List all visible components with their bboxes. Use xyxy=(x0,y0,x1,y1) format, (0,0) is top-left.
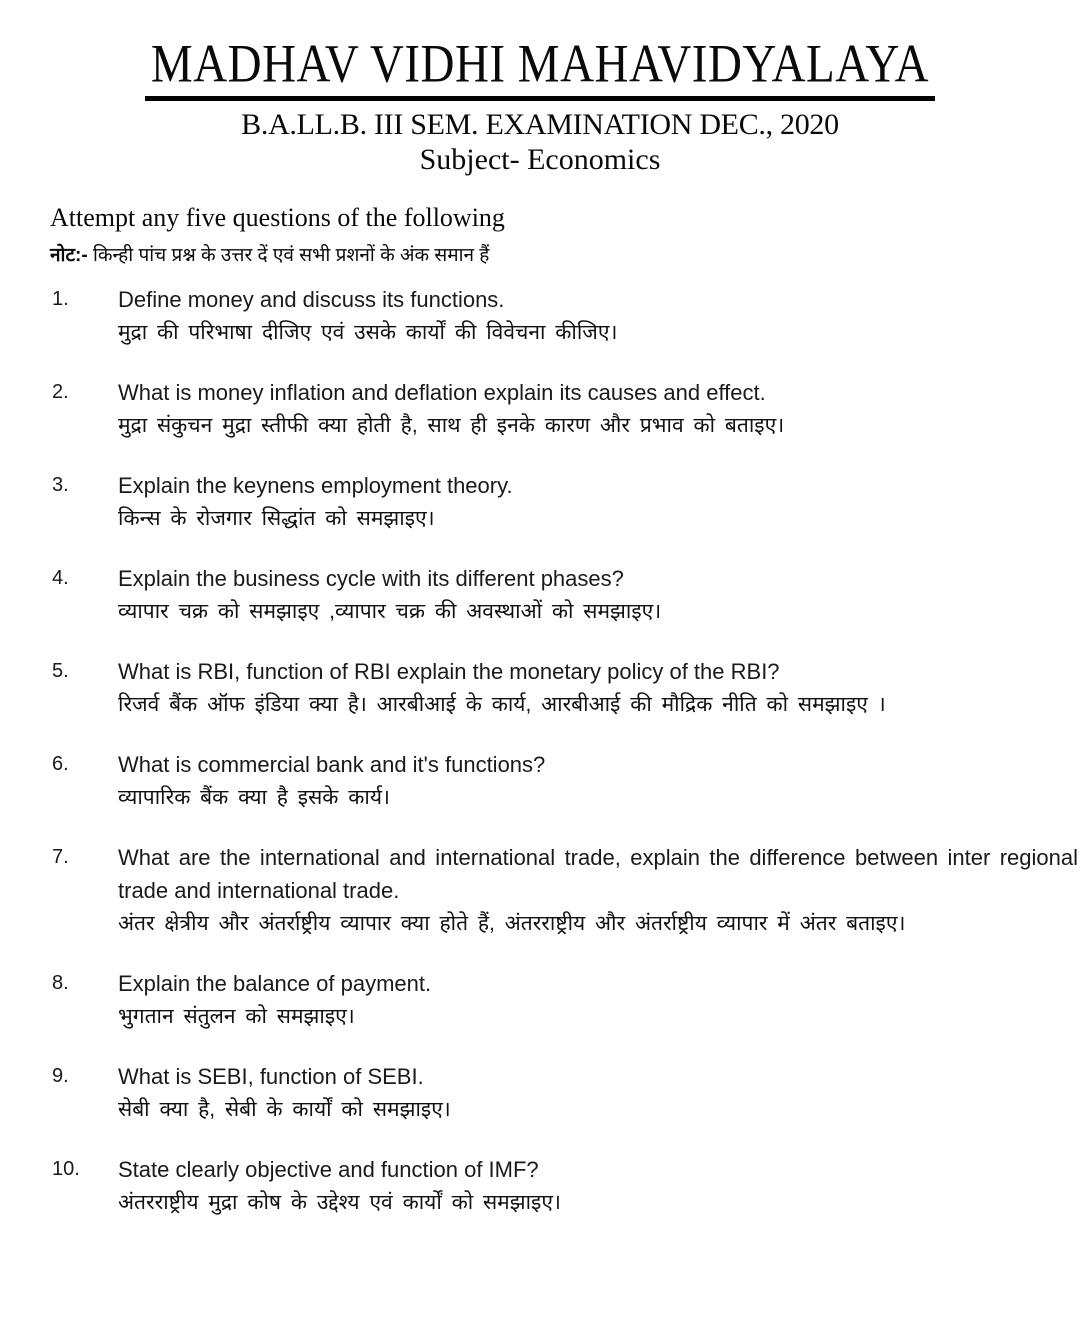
question-english: Explain the keynens employment theory. xyxy=(118,473,513,499)
question-item xyxy=(0,748,1080,814)
page-title-underline xyxy=(145,34,935,101)
question-number: 8. xyxy=(52,972,69,995)
question-hindi: व्यापारिक बैंक क्या है इसके कार्य। xyxy=(118,786,390,810)
question-number: 4. xyxy=(52,567,69,590)
subject-title: Subject- Economics xyxy=(419,143,661,177)
question-body xyxy=(118,1153,1080,1219)
question-item xyxy=(0,841,1080,940)
page-title: MADHAV VIDHI MAHAVIDYALAYA xyxy=(150,34,930,95)
question-hindi: अंतर क्षेत्रीय और अंतर्राष्ट्रीय व्यापार क्या होते हैं, अंतरराष्ट्रीय और अंतर्राष्ट्रीय व्यापार में अंतर बताइए। xyxy=(118,912,906,936)
question-english: What is commercial bank and it's functions? xyxy=(118,752,546,778)
question-hindi: अंतरराष्ट्रीय मुद्रा कोष के उद्देश्य एवं कार्यों को समझाइए। xyxy=(118,1191,561,1215)
question-english: What is RBI, function of RBI explain the monetary policy of the RBI? xyxy=(118,659,780,685)
question-english: Explain the business cycle with its different phases? xyxy=(118,566,624,592)
question-english: What is money inflation and deflation explain its causes and effect. xyxy=(118,380,766,406)
question-number: 2. xyxy=(52,381,69,404)
question-hindi: व्यापार चक्र को समझाइए ,व्यापार चक्र की अवस्थाओं को समझाइए। xyxy=(118,600,662,624)
question-item xyxy=(0,655,1080,721)
exam-title: B.A.LL.B. III SEM. EXAMINATION DEC., 2020 xyxy=(241,108,839,142)
document-header xyxy=(0,34,1080,177)
question-item xyxy=(0,283,1080,349)
question-number: 7. xyxy=(52,846,69,869)
question-number: 5. xyxy=(52,660,69,683)
question-body xyxy=(118,841,1080,940)
question-hindi: रिजर्व बैंक ऑफ इंडिया क्या है। आरबीआई के कार्य, आरबीआई की मौद्रिक नीति को समझाइए । xyxy=(118,693,886,717)
question-hindi: भुगतान संतुलन को समझाइए। xyxy=(118,1005,355,1029)
question-item xyxy=(0,469,1080,535)
question-body xyxy=(118,376,1080,442)
question-english: Define money and discuss its functions. xyxy=(118,287,505,313)
note-label: नोट:- xyxy=(50,245,88,267)
question-body xyxy=(118,655,1080,721)
question-number: 6. xyxy=(52,753,69,776)
question-body xyxy=(118,748,1080,814)
question-item xyxy=(0,1153,1080,1219)
question-item xyxy=(0,376,1080,442)
question-english: What are the international and international trade, explain the difference between inter regional trade and international trade. xyxy=(118,845,1078,904)
question-item xyxy=(0,967,1080,1033)
question-number: 10. xyxy=(52,1158,80,1181)
note-text: किन्ही पांच प्रश्न के उत्तर दें एवं सभी प्रशनों के अंक समान हैं xyxy=(92,245,490,267)
question-number: 1. xyxy=(52,288,69,311)
question-item xyxy=(0,562,1080,628)
question-body xyxy=(118,283,1080,349)
questions-list xyxy=(0,283,1080,1219)
question-body xyxy=(118,1060,1080,1126)
question-hindi: मुद्रा की परिभाषा दीजिए एवं उसके कार्यों की विवेचना कीजिए। xyxy=(118,321,618,345)
question-body xyxy=(118,967,1080,1033)
question-item xyxy=(0,1060,1080,1126)
question-english: What is SEBI, function of SEBI. xyxy=(118,1064,424,1090)
question-number: 3. xyxy=(52,474,69,497)
question-english: Explain the balance of payment. xyxy=(118,971,432,997)
attempt-instruction: Attempt any five questions of the following xyxy=(50,203,505,233)
question-hindi: किन्स के रोजगार सिद्धांत को समझाइए। xyxy=(118,507,435,531)
note-line xyxy=(50,241,1080,267)
question-english: State clearly objective and function of IMF? xyxy=(118,1157,539,1183)
question-hindi: मुद्रा संकुचन मुद्रा स्तीफी क्या होती है, साथ ही इनके कारण और प्रभाव को बताइए। xyxy=(118,414,785,438)
question-hindi: सेबी क्या है, सेबी के कार्यों को समझाइए। xyxy=(118,1098,451,1122)
question-body xyxy=(118,562,1080,628)
question-number: 9. xyxy=(52,1065,69,1088)
question-body xyxy=(118,469,1080,535)
